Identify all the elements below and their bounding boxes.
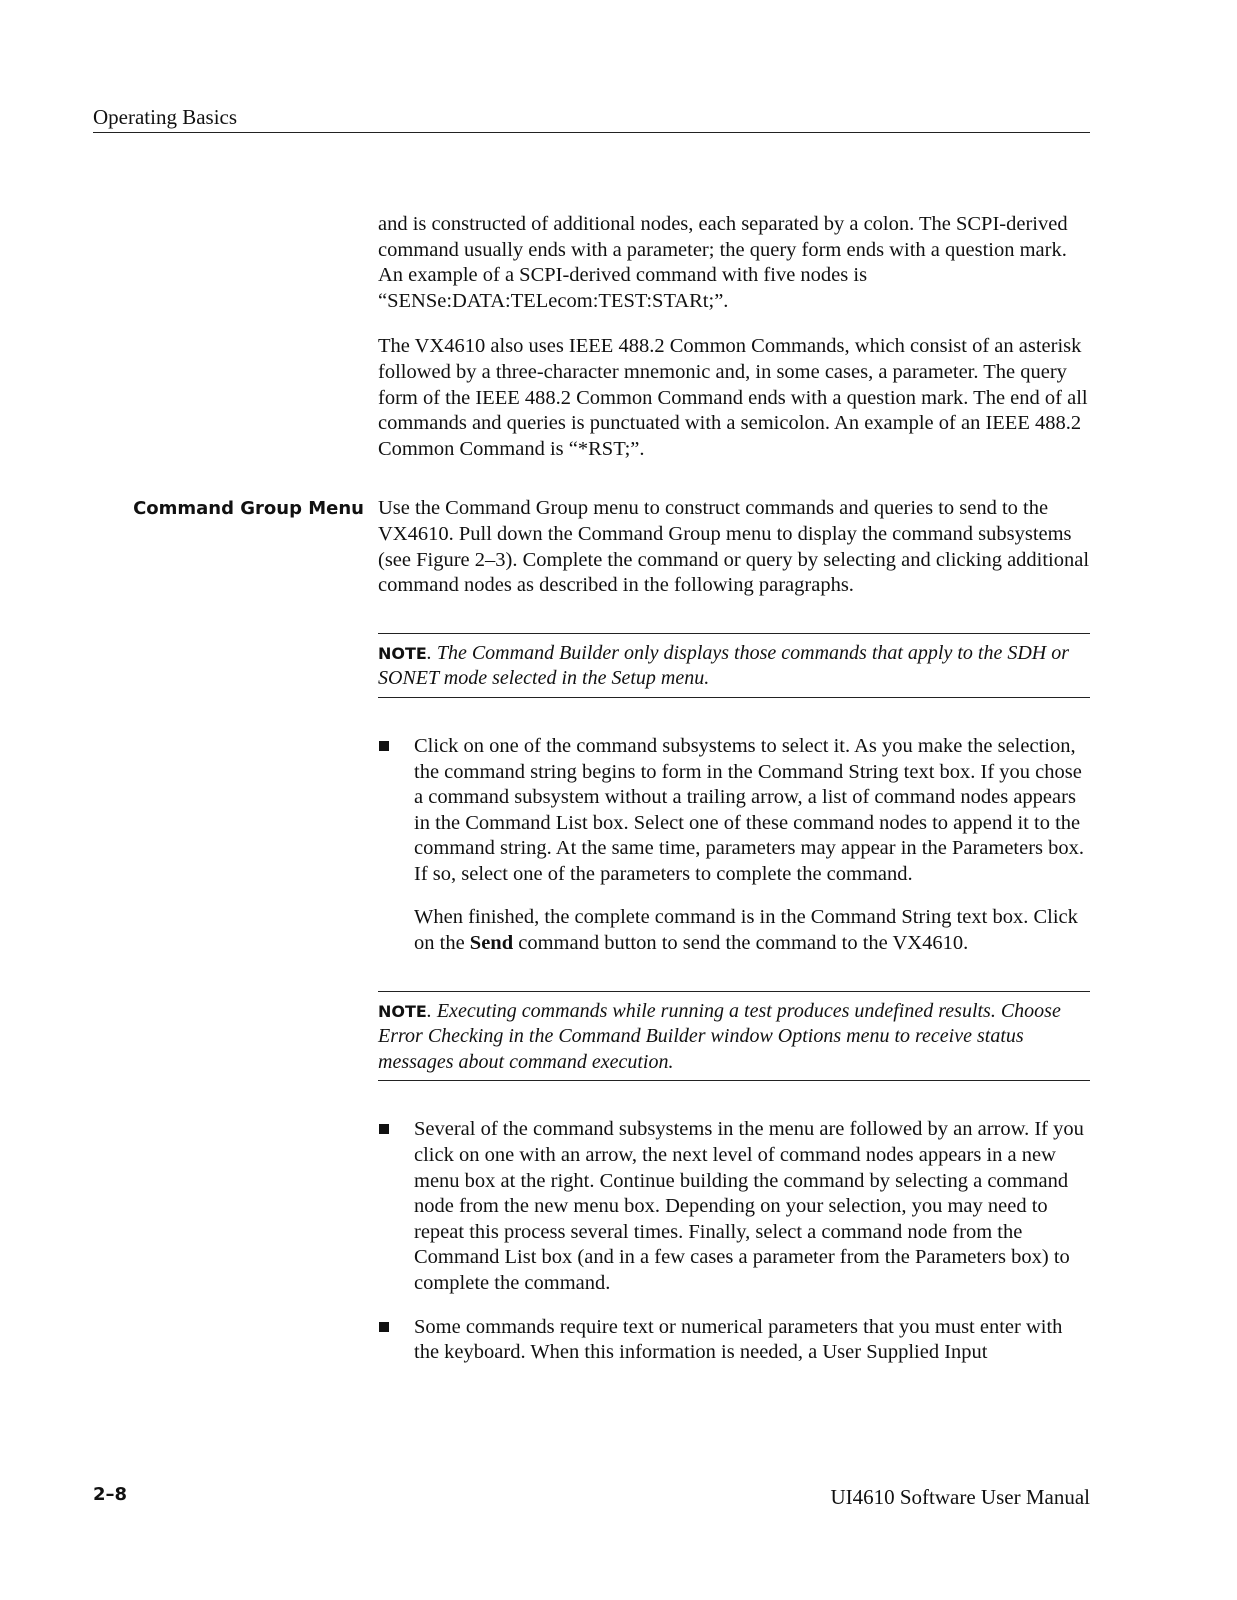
page-number: 2–8 [93,1484,128,1505]
command-group-menu-section [133,496,1090,1365]
text-run: command button to send the command to the VX4610. [513,932,969,955]
bullet-item-1 [378,734,1090,957]
square-bullet-icon [379,1124,389,1134]
intro-paragraph-2: The VX4610 also uses IEEE 488.2 Common Commands, which consist of an asterisk followed by a three-character mnemonic and, in some cases, a parameter. The query form of the IEEE 488.2 Common Command ends with a question mark. The end of all commands and queries is punctuated with a semicolon. An example of an IEEE 488.2 Common Command is “*RST;”. [378,335,1088,460]
manual-title: UI4610 Software User Manual [830,1485,1090,1509]
bullet-1-paragraph-1: Click on one of the command subsystems to select it. As you make the selection, the command string begins to form in the Command String text box. If you chose a command subsystem without a trailing arrow, a list of command nodes appears in the Command List box. Select one of these command nodes to append it to the command string. At the same time, parameters may appear in the Parameters box. If so, select one of the parameters to complete the command. [414,734,1085,885]
section-paragraph-1: Use the Command Group menu to construct commands and queries to send to the VX4610. Pull down the Command Group menu to display the command subsystems (see Figure 2–3). Complete the command or query by selecting and clicking additional command nodes as described in the following paragraphs. [378,497,1090,597]
note-box-2 [378,991,1090,1082]
intro-paragraph-1: and is constructed of additional nodes, each separated by a colon. The SCPI-derived command usually ends with a parameter; the query form ends with a question mark. An example of a SCPI-derived command with five nodes is “SENSe:DATA:TELecom:TEST:STARt;”. [378,213,1068,312]
section-heading: Command Group Menu [133,498,364,520]
running-head: Operating Basics [93,104,1090,133]
body-column [133,212,1090,1384]
note-text: . The Command Builder only displays those commands that apply to the SDH or SONET mode selected in the Setup menu. [378,641,1070,690]
send-button-name: Send [469,932,514,955]
bullet-item-2 [378,1117,1090,1296]
note-label: NOTE [378,1001,427,1021]
bullet-item-3 [378,1315,1090,1366]
text-run: When finished, the complete command is in the Command String text box. Click on the [414,906,1078,955]
bullet-3-paragraph-1: Some commands require text or numerical parameters that you must enter with the keyboard. When this information is needed, a User Supplied Input [414,1315,1063,1364]
square-bullet-icon [379,741,389,751]
bullet-1-paragraph-2 [414,905,1090,956]
square-bullet-icon [379,1322,389,1332]
note-text: . Executing commands while running a test produces undefined results. Choose Error Checking in the Command Builder window Options menu to receive status messages about command execution. [378,999,1061,1073]
note-label: NOTE [378,643,427,663]
note-box-1 [378,633,1090,698]
bullet-2-paragraph-1: Several of the command subsystems in the menu are followed by an arrow. If you click on one with an arrow, the next level of command nodes appears in a new menu box at the right. Continue building the command by selecting a command node from the new menu box. Depending on your selection, you may need to repeat this process several times. Finally, select a command node from the Command List box (and in a few cases a parameter from the Parameters box) to complete the command. [414,1118,1084,1294]
